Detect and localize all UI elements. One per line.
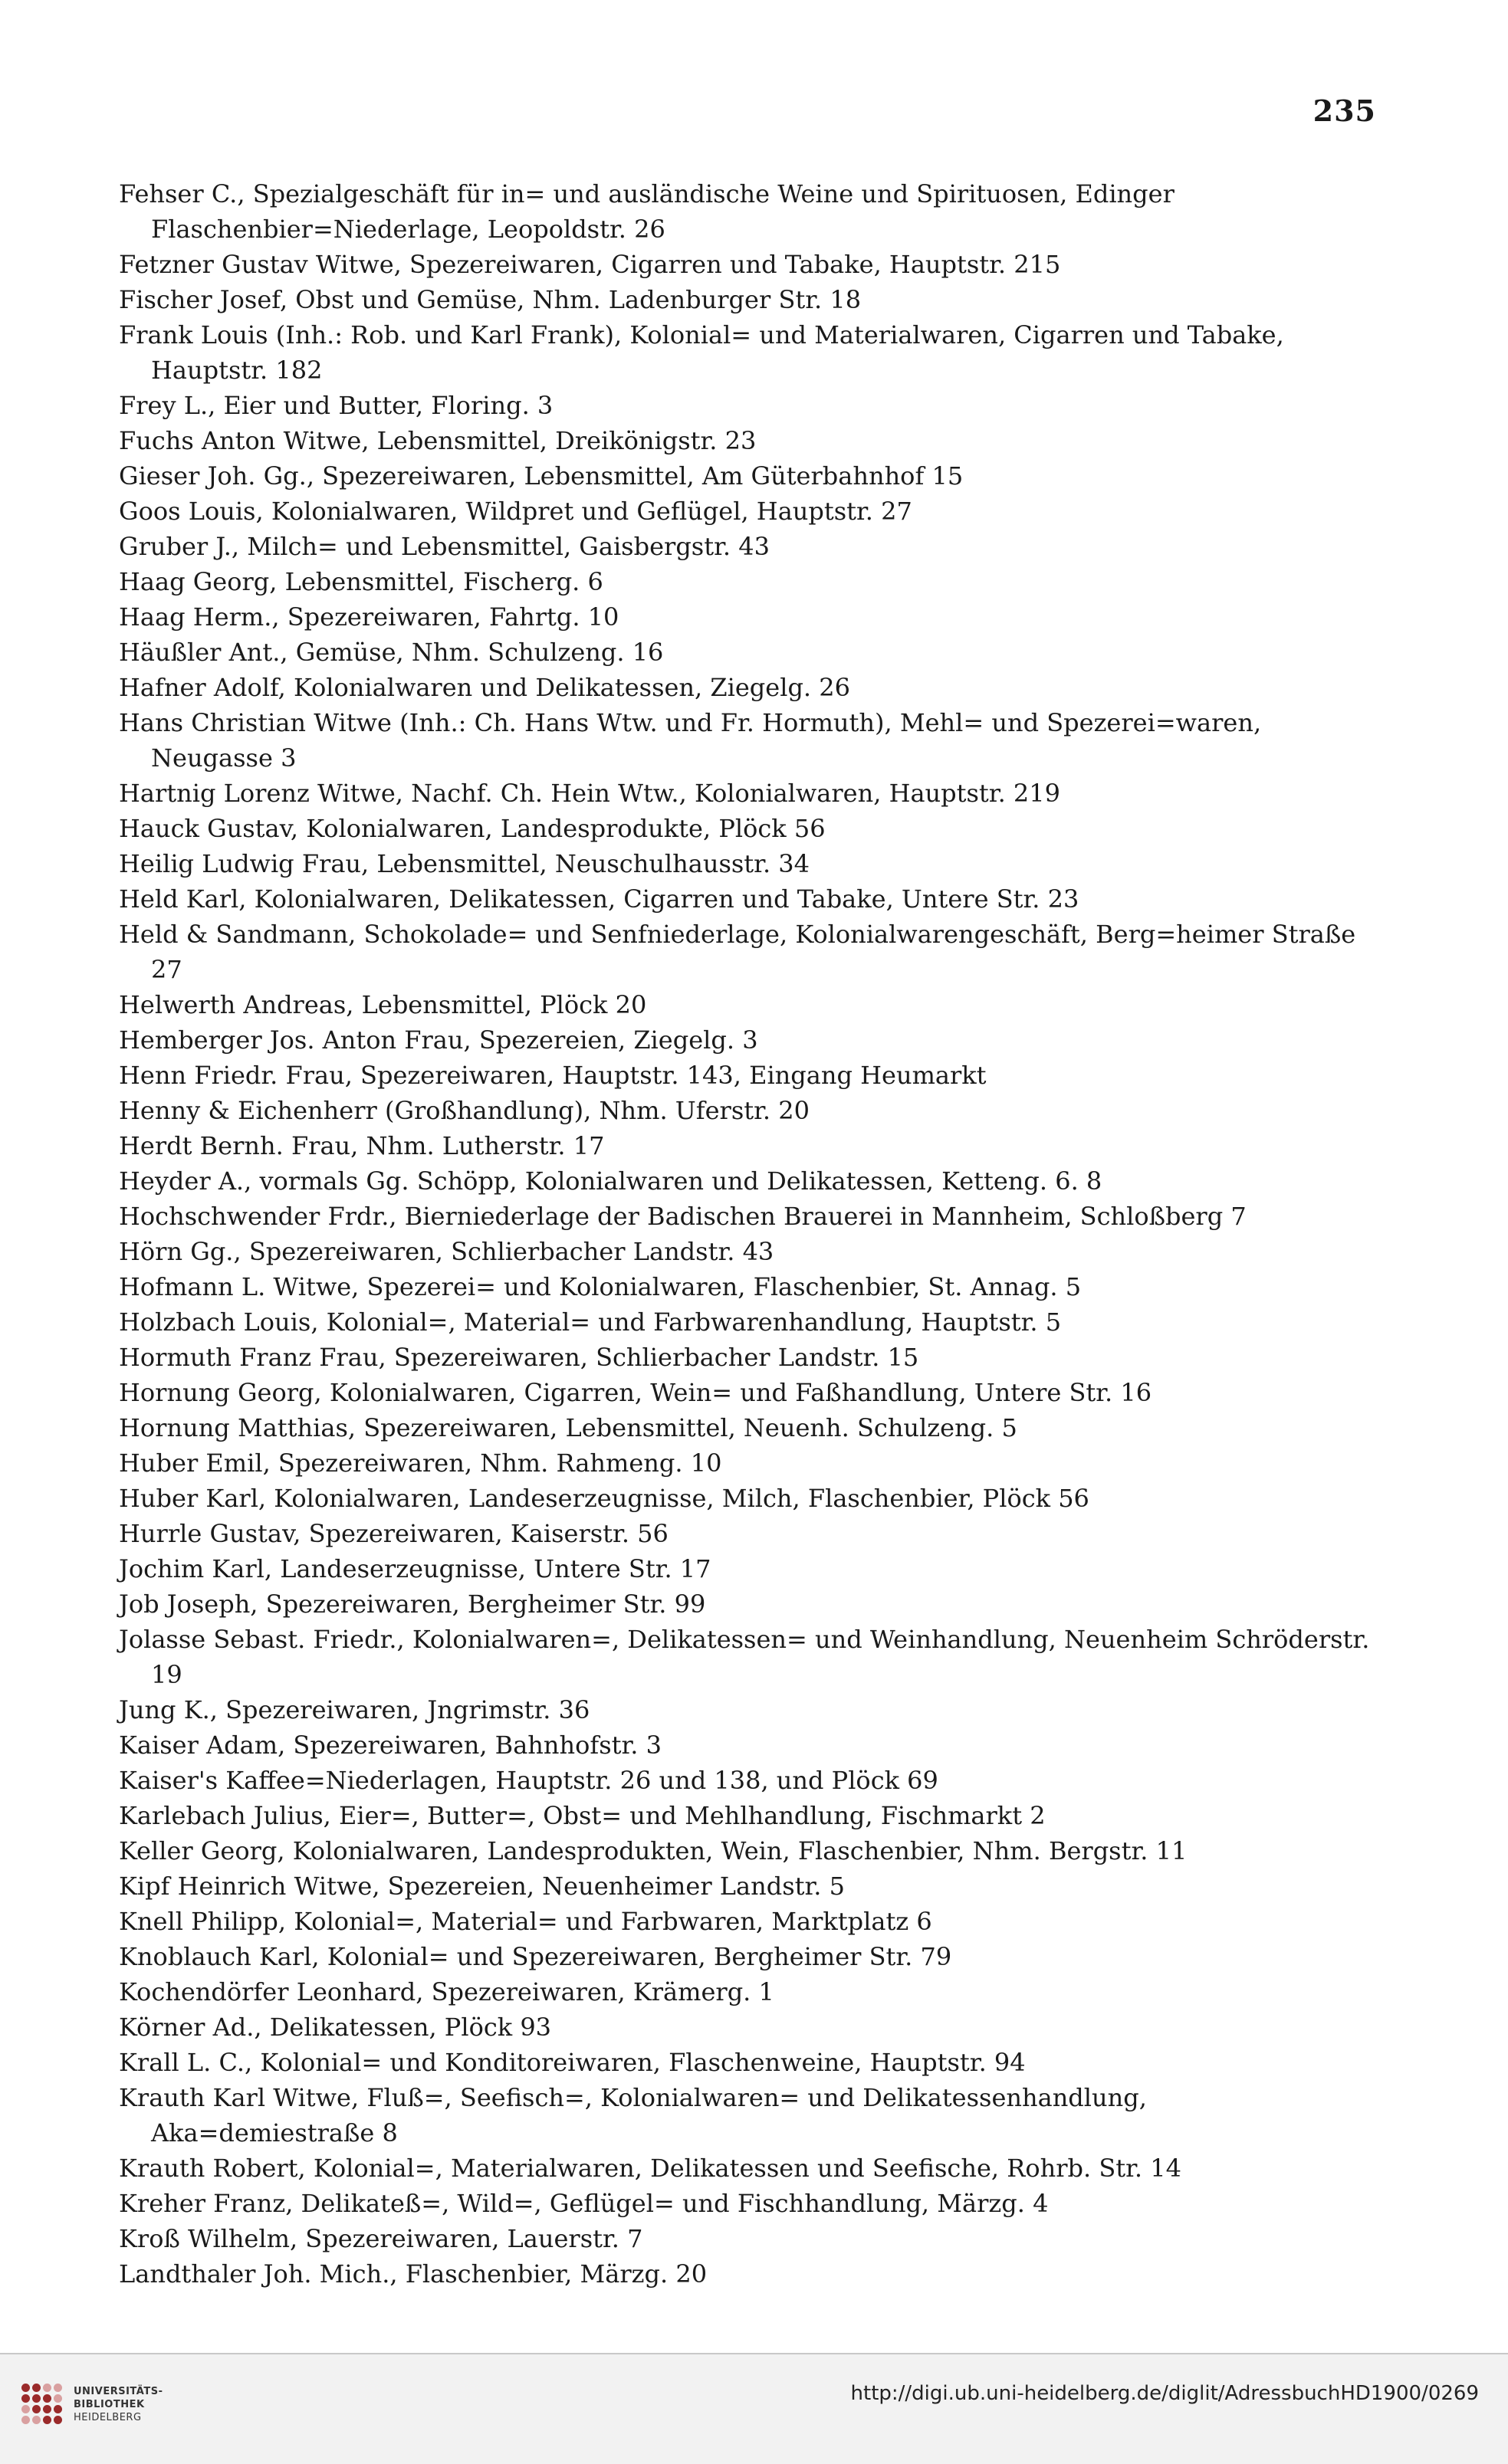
library-logo[interactable] xyxy=(21,2384,163,2425)
directory-entry: Krall L. C., Kolonial= und Konditoreiwaren, Flaschenweine, Hauptstr. 94 xyxy=(119,2048,1026,2077)
directory-entry: Frey L., Eier und Butter, Floring. 3 xyxy=(119,391,554,420)
directory-entry: Helwerth Andreas, Lebensmittel, Plöck 20 xyxy=(119,990,647,1019)
directory-entry: Knoblauch Karl, Kolonial= und Spezereiwaren, Bergheimer Str. 79 xyxy=(119,1942,952,1971)
directory-entry: Hochschwender Frdr., Bierniederlage der Badischen Brauerei in Mannheim, Schloßberg 7 xyxy=(119,1202,1247,1231)
library-logo-icon xyxy=(21,2384,63,2425)
directory-entry: Hörn Gg., Spezereiwaren, Schlierbacher Landstr. 43 xyxy=(119,1237,774,1266)
library-name-line1: UNIVERSITÄTS- xyxy=(74,2385,163,2397)
viewer-footer xyxy=(0,2354,1508,2464)
directory-entry: Fehser C., Spezialgeschäft für in= und ausländische Weine und Spirituosen, Edinger Flaschenbier=Niederlage, Leopoldstr. 26 xyxy=(119,179,1175,244)
directory-entry: Held & Sandmann, Schokolade= und Senfniederlage, Kolonialwarengeschäft, Berg=heimer Straße 27 xyxy=(119,920,1356,984)
directory-entry: Hemberger Jos. Anton Frau, Spezereien, Ziegelg. 3 xyxy=(119,1025,758,1055)
directory-entry: Landthaler Joh. Mich., Flaschenbier, Märzg. 20 xyxy=(119,2259,708,2288)
directory-entry: Goos Louis, Kolonialwaren, Wildpret und Geflügel, Hauptstr. 27 xyxy=(119,497,912,526)
directory-entry: Job Joseph, Spezereiwaren, Bergheimer Str. 99 xyxy=(119,1590,706,1619)
directory-entry: Fischer Josef, Obst und Gemüse, Nhm. Ladenburger Str. 18 xyxy=(119,285,862,314)
directory-entry: Hurrle Gustav, Spezereiwaren, Kaiserstr. 56 xyxy=(119,1519,669,1548)
directory-entry: Huber Karl, Kolonialwaren, Landeserzeugnisse, Milch, Flaschenbier, Plöck 56 xyxy=(119,1484,1089,1513)
directory-entry: Knell Philipp, Kolonial=, Material= und Farbwaren, Marktplatz 6 xyxy=(119,1907,932,1936)
page-number: 235 xyxy=(1313,94,1376,128)
source-url-link[interactable]: http://digi.ub.uni-heidelberg.de/diglit/AdressbuchHD1900/0269 xyxy=(850,2382,1479,2405)
directory-entry: Hormuth Franz Frau, Spezereiwaren, Schlierbacher Landstr. 15 xyxy=(119,1343,919,1372)
directory-entry: Herdt Bernh. Frau, Nhm. Lutherstr. 17 xyxy=(119,1131,605,1160)
directory-entry: Henny & Eichenherr (Großhandlung), Nhm. Uferstr. 20 xyxy=(119,1096,810,1125)
directory-entry: Henn Friedr. Frau, Spezereiwaren, Hauptstr. 143, Eingang Heumarkt xyxy=(119,1061,987,1090)
directory-entry: Gruber J., Milch= und Lebensmittel, Gaisbergstr. 43 xyxy=(119,532,770,561)
directory-entry: Hofmann L. Witwe, Spezerei= und Kolonialwaren, Flaschenbier, St. Annag. 5 xyxy=(119,1272,1082,1301)
library-name-line2: BIBLIOTHEK xyxy=(74,2398,145,2410)
directory-entry: Heilig Ludwig Frau, Lebensmittel, Neuschulhausstr. 34 xyxy=(119,849,810,878)
directory-entry: Kaiser's Kaffee=Niederlagen, Hauptstr. 26 und 138, und Plöck 69 xyxy=(119,1766,938,1795)
directory-entry: Hauck Gustav, Kolonialwaren, Landesprodukte, Plöck 56 xyxy=(119,814,826,843)
directory-entry: Kaiser Adam, Spezereiwaren, Bahnhofstr. 3 xyxy=(119,1731,662,1760)
library-name-line3: HEIDELBERG xyxy=(74,2411,142,2423)
directory-entry: Holzbach Louis, Kolonial=, Material= und Farbwarenhandlung, Hauptstr. 5 xyxy=(119,1307,1062,1337)
directory-entry: Jochim Karl, Landeserzeugnisse, Untere Str. 17 xyxy=(119,1554,711,1583)
directory-entry: Häußler Ant., Gemüse, Nhm. Schulzeng. 16 xyxy=(119,638,664,667)
directory-entry: Fetzner Gustav Witwe, Spezereiwaren, Cigarren und Tabake, Hauptstr. 215 xyxy=(119,250,1061,279)
directory-entry: Kroß Wilhelm, Spezereiwaren, Lauerstr. 7 xyxy=(119,2224,643,2253)
directory-entry: Krauth Robert, Kolonial=, Materialwaren, Delikatessen und Seefische, Rohrb. Str. 14 xyxy=(119,2154,1181,2183)
directory-entry: Heyder A., vormals Gg. Schöpp, Kolonialwaren und Delikatessen, Ketteng. 6. 8 xyxy=(119,1166,1102,1196)
directory-entry: Hartnig Lorenz Witwe, Nachf. Ch. Hein Wtw., Kolonialwaren, Hauptstr. 219 xyxy=(119,779,1060,808)
directory-entries xyxy=(119,176,1376,2292)
directory-entry: Fuchs Anton Witwe, Lebensmittel, Dreikönigstr. 23 xyxy=(119,426,757,455)
directory-entry: Karlebach Julius, Eier=, Butter=, Obst= und Mehlhandlung, Fischmarkt 2 xyxy=(119,1801,1046,1830)
directory-entry: Keller Georg, Kolonialwaren, Landesprodukten, Wein, Flaschenbier, Nhm. Bergstr. 11 xyxy=(119,1836,1188,1865)
directory-entry: Kreher Franz, Delikateß=, Wild=, Geflügel= und Fischhandlung, Märzg. 4 xyxy=(119,2189,1049,2218)
directory-entry: Gieser Joh. Gg., Spezereiwaren, Lebensmittel, Am Güterbahnhof 15 xyxy=(119,461,964,491)
library-name xyxy=(74,2385,163,2424)
directory-entry: Hornung Matthias, Spezereiwaren, Lebensmittel, Neuenh. Schulzeng. 5 xyxy=(119,1413,1017,1442)
directory-entry: Jung K., Spezereiwaren, Jngrimstr. 36 xyxy=(119,1695,590,1724)
directory-entry: Kochendörfer Leonhard, Spezereiwaren, Krämerg. 1 xyxy=(119,1977,774,2006)
directory-entry: Körner Ad., Delikatessen, Plöck 93 xyxy=(119,2013,552,2042)
directory-entry: Hornung Georg, Kolonialwaren, Cigarren, Wein= und Faßhandlung, Untere Str. 16 xyxy=(119,1378,1152,1407)
directory-entry: Jolasse Sebast. Friedr., Kolonialwaren=, Delikatessen= und Weinhandlung, Neuenheim Schröderstr. 19 xyxy=(119,1625,1370,1689)
directory-entry: Krauth Karl Witwe, Fluß=, Seefisch=, Kolonialwaren= und Delikatessenhandlung, Aka=demiestraße 8 xyxy=(119,2083,1147,2147)
directory-entry: Haag Herm., Spezereiwaren, Fahrtg. 10 xyxy=(119,602,619,632)
directory-entry: Hans Christian Witwe (Inh.: Ch. Hans Wtw. und Fr. Hormuth), Mehl= und Spezerei=waren, Neugasse 3 xyxy=(119,708,1262,773)
directory-entry: Huber Emil, Spezereiwaren, Nhm. Rahmeng. 10 xyxy=(119,1449,722,1478)
directory-entry: Frank Louis (Inh.: Rob. und Karl Frank), Kolonial= und Materialwaren, Cigarren und Tabake, Hauptstr. 182 xyxy=(119,320,1284,385)
directory-entry: Kipf Heinrich Witwe, Spezereien, Neuenheimer Landstr. 5 xyxy=(119,1872,845,1901)
directory-entry: Haag Georg, Lebensmittel, Fischerg. 6 xyxy=(119,567,603,596)
directory-entry: Hafner Adolf, Kolonialwaren und Delikatessen, Ziegelg. 26 xyxy=(119,673,850,702)
directory-entry: Held Karl, Kolonialwaren, Delikatessen, Cigarren und Tabake, Untere Str. 23 xyxy=(119,884,1079,914)
